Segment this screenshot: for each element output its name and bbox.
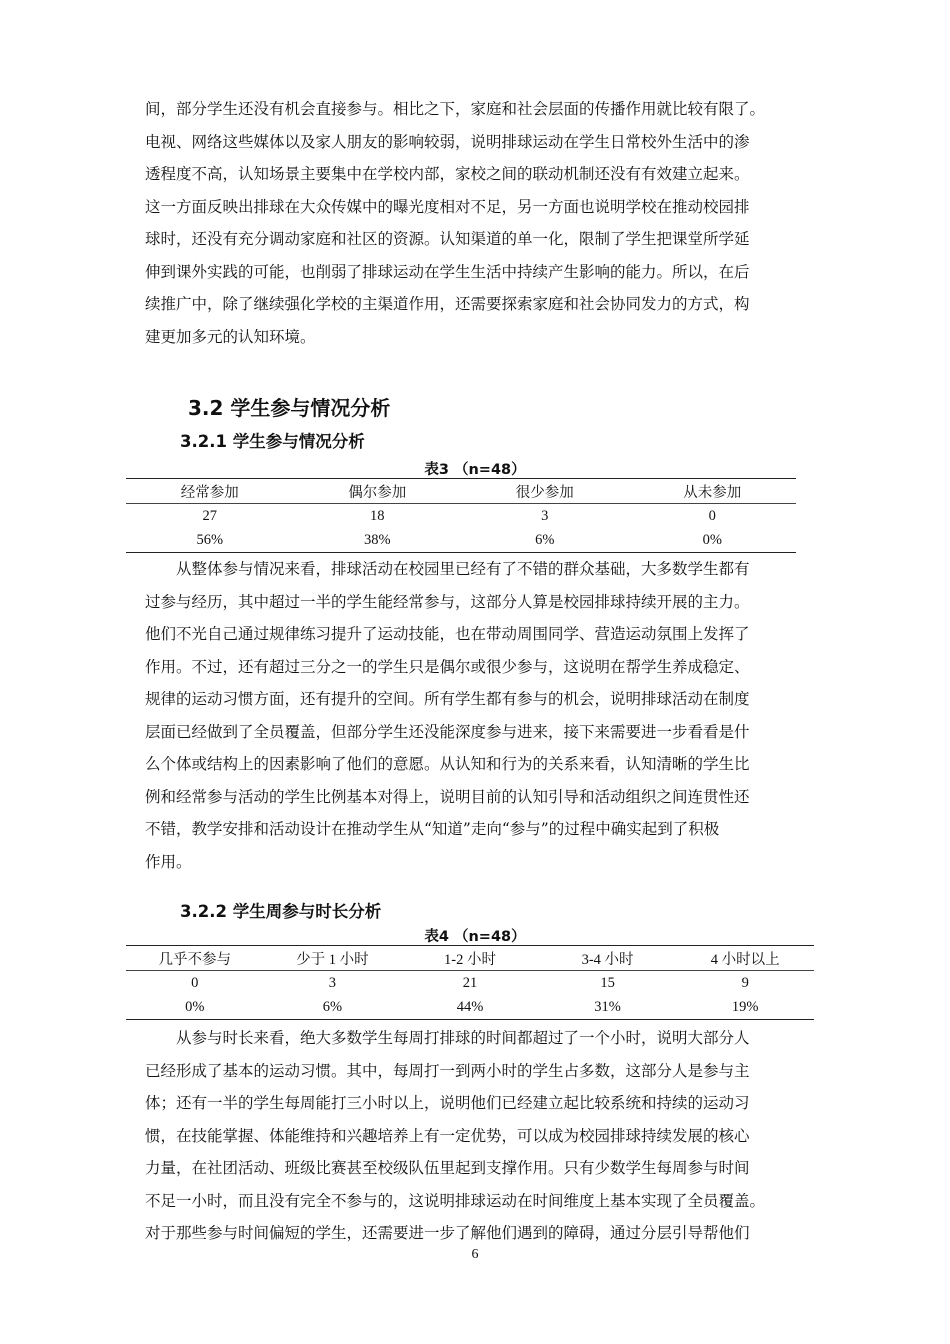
text-line: 球时，还没有充分调动家庭和社区的资源。认知渠道的单一化，限制了学生把课堂所学延 xyxy=(145,230,750,248)
text-line: 从参与时长来看，绝大多数学生每周打排球的时间都超过了一个小时，说明大部分人 xyxy=(176,1029,750,1047)
table-cell: 9 xyxy=(741,974,749,991)
table-header-cell: 从未参加 xyxy=(629,479,797,504)
text-line: 作用。不过，还有超过三分之一的学生只是偶尔或很少参与，这说明在帮学生养成稳定、 xyxy=(145,657,750,676)
table-header-cell: 偶尔参加 xyxy=(294,479,462,504)
table-cell: 18 xyxy=(370,507,385,524)
table-row xyxy=(126,971,814,996)
table-cell: 0 xyxy=(708,507,716,524)
subsection-heading-1: 3.2.1 学生参与情况分析 xyxy=(180,432,365,451)
table4 xyxy=(126,945,814,1020)
table-cell: 27 xyxy=(202,507,217,524)
table-cell: 56% xyxy=(126,528,294,553)
text-line: 续推广中，除了继续强化学校的主渠道作用，还需要探索家庭和社会协同发力的方式，构 xyxy=(145,295,750,313)
text-line: 力量，在社团活动、班级比赛甚至校级队伍里起到支撑作用。只有少数学生每周参与时间 xyxy=(145,1159,750,1177)
text-line: 例和经常参与活动的学生比例基本对得上，说明目前的认知引导和活动组织之间连贯性还 xyxy=(145,787,750,806)
table-header-cell: 4 小时以上 xyxy=(676,946,814,971)
text-line: 么个体或结构上的因素影响了他们的意愿。从认知和行为的关系来看，认知清晰的学生比 xyxy=(145,755,750,773)
text-line: 伸到课外实践的可能，也削弱了排球运动在学生生活中持续产生影响的能力。所以，在后 xyxy=(145,262,750,281)
text-line: 已经形成了基本的运动习惯。其中，每周打一到两小时的学生占多数，这部分人是参与主 xyxy=(145,1061,750,1080)
table-cell: 15 xyxy=(600,974,615,991)
subsection-heading-2: 3.2.2 学生周参与时长分析 xyxy=(180,902,382,921)
table3 xyxy=(126,478,796,553)
text-line: 体；还有一半的学生每周能打三小时以上，说明他们已经建立起比较系统和持续的运动习 xyxy=(145,1094,750,1112)
page-number: 6 xyxy=(471,1247,479,1262)
text-line: 不足一小时，而且没有完全不参与的，这说明排球运动在时间维度上基本实现了全员覆盖。 xyxy=(145,1191,766,1210)
intro-paragraph xyxy=(145,93,805,353)
table-cell: 3 xyxy=(328,974,337,991)
text-line: 对于那些参与时间偏短的学生，还需要进一步了解他们遇到的障碍，通过分层引导帮他们 xyxy=(145,1224,750,1242)
table-cell: 0 xyxy=(191,974,199,991)
text-line: 建更加多元的认知环境。 xyxy=(145,327,316,346)
table-cell: 0% xyxy=(126,995,264,1020)
text-line: 惯，在技能掌握、体能维持和兴趣培养上有一定优势，可以成为校园排球持续发展的核心 xyxy=(145,1126,750,1145)
table-row xyxy=(126,504,796,529)
text-line: 这一方面反映出排球在大众传媒中的曝光度相对不足，另一方面也说明学校在推动校园排 xyxy=(145,197,750,216)
text-line: 透程度不高，认知场景主要集中在学校内部，家校之间的联动机制还没有有效建立起来。 xyxy=(145,165,750,183)
text-line: 规律的运动习惯方面，还有提升的空间。所有学生都有参与的机会，说明排球活动在制度 xyxy=(145,690,750,708)
section-heading: 3.2 学生参与情况分析 xyxy=(188,396,391,420)
table-cell: 0% xyxy=(629,528,797,553)
table-row xyxy=(126,995,814,1020)
text-line: 从整体参与情况来看，排球活动在校园里已经有了不错的群众基础，大多数学生都有 xyxy=(176,560,750,578)
text-line: 间，部分学生还没有机会直接参与。相比之下，家庭和社会层面的传播作用就比较有限了。 xyxy=(145,100,766,118)
table-cell: 44% xyxy=(401,995,539,1020)
table-cell: 31% xyxy=(539,995,677,1020)
table-cell: 6% xyxy=(264,995,402,1020)
table-header-row xyxy=(126,479,796,504)
paragraph-participation xyxy=(145,553,805,878)
text-line: 不错，教学安排和活动设计在推动学生从“知道”走向“参与”的过程中确实起到了积极 xyxy=(145,820,720,838)
text-line: 电视、网络这些媒体以及家人朋友的影响较弱，说明排球运动在学生日常校外生活中的渗 xyxy=(145,132,750,151)
table4-caption: 表4 （n=48） xyxy=(424,929,526,945)
table-header-row xyxy=(126,946,814,971)
text-line: 层面已经做到了全员覆盖，但部分学生还没能深度参与进来，接下来需要进一步看看是什 xyxy=(145,722,750,741)
table-header-cell: 少于 1 小时 xyxy=(264,946,402,971)
table-cell: 19% xyxy=(676,995,814,1020)
table-cell: 38% xyxy=(294,528,462,553)
table-header-cell: 很少参加 xyxy=(461,479,629,504)
text-line: 过参与经历，其中超过一半的学生能经常参与，这部分人算是校园排球持续开展的主力。 xyxy=(145,592,750,611)
table-cell: 3 xyxy=(541,507,549,524)
table-header-cell: 3-4 小时 xyxy=(539,946,677,971)
table-row xyxy=(126,528,796,553)
table-cell: 21 xyxy=(462,974,478,991)
text-line: 他们不光自己通过规律练习提升了运动技能，也在带动周围同学、营造运动氛围上发挥了 xyxy=(145,625,750,643)
table-header-cell: 几乎不参与 xyxy=(126,946,264,971)
table-header-cell: 经常参加 xyxy=(126,479,294,504)
table3-caption: 表3 （n=48） xyxy=(424,462,526,478)
table-cell: 6% xyxy=(461,528,629,553)
paragraph-duration xyxy=(145,1022,805,1250)
text-line: 作用。 xyxy=(145,852,192,871)
table-header-cell: 1-2 小时 xyxy=(401,946,539,971)
